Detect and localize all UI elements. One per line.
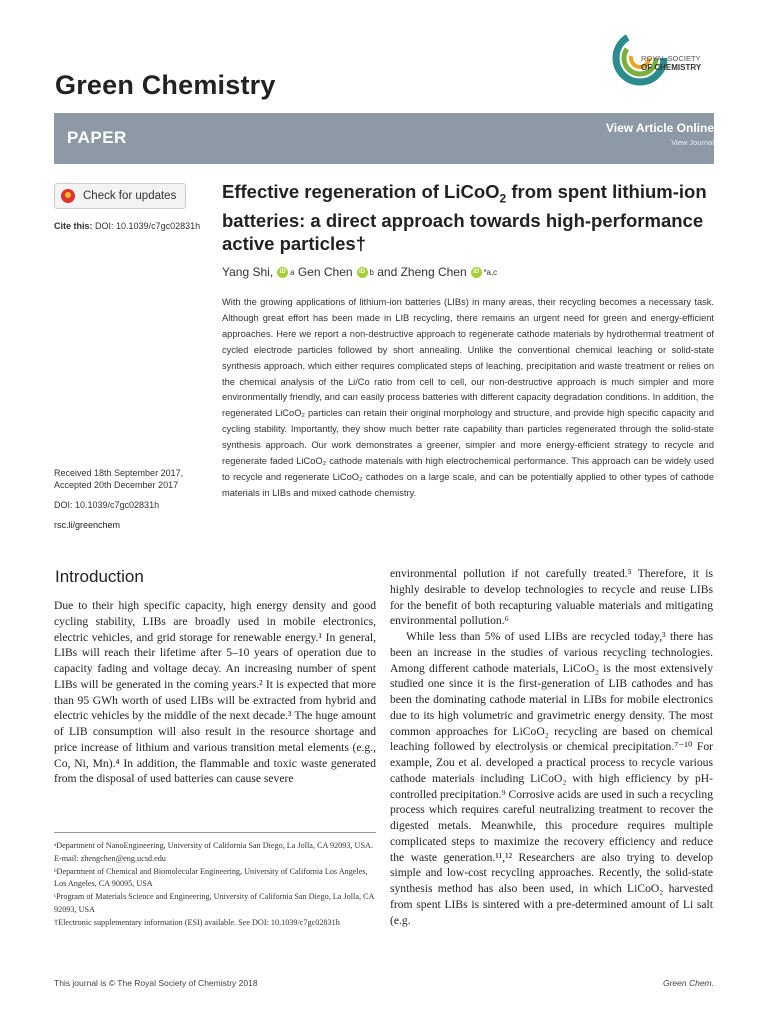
footnote-divider <box>54 832 376 833</box>
author-name: and Zheng Chen <box>377 265 467 279</box>
journal-abbrev-footer: Green Chem. <box>662 978 714 988</box>
author-name: Yang Shi, <box>222 265 274 279</box>
footnote: ᶜProgram of Materials Science and Engineering, University of California San Diego, La Jolla, CA 92093, USA <box>54 892 374 914</box>
view-journal-link[interactable]: View Journal <box>671 138 714 147</box>
copyright-footer: This journal is © The Royal Society of Chemistry 2018 <box>54 978 258 988</box>
cite-this: Cite this: DOI: 10.1039/c7gc02831h <box>54 221 201 231</box>
footnote: ᵇDepartment of Chemical and Biomolecular Engineering, University of California Los Angeles, Los Angeles, CA 90095, USA <box>54 866 368 889</box>
received-dates: Received 18th September 2017, Accepted 20th December 2017 <box>54 468 184 490</box>
section-heading: Introduction <box>55 567 144 586</box>
crossmark-icon <box>61 189 75 203</box>
journal-link[interactable]: rsc.li/greenchem <box>54 520 121 530</box>
orcid-icon[interactable]: iD <box>471 267 482 278</box>
article-type-label: PAPER <box>67 128 127 147</box>
orcid-icon[interactable]: iD <box>277 267 288 278</box>
body-column-left <box>54 598 376 787</box>
orcid-icon[interactable]: iD <box>357 267 368 278</box>
abstract: With the growing applications of lithium-ion batteries (LIBs) in many areas, their recycling becomes a necessary task. Although great effort has been made in LIB recycling, there remains an urgent need for green and energy-efficient approaches. Here we report a non-destructive approach to regenerate cathode materials by hydrothermal treatment of cycled electrode particles followed by short annealing. Unlike the conventional chemical leaching or solid-state synthesis approach, which either requires complicated steps of leaching, precipitation and waste treatment or relies on the chemical analysis of the Li/Co ratio from cell to cell, our non-destructive approach is much simpler and more environmentally friendly, and can easily process batteries with different capacity degradation conditions. In addition, the regenerated LiCoO₂ particles can retain their original morphology and structure, and provide high specific capacity and cycling stability. Importantly, they show much better rate capability than particles regenerated through the solid-state synthesis approach. Our work demonstrates a greener, simpler and more energy-efficient strategy to recycle and regenerate faded LiCoO₂ cathode materials with high electrochemical performance. This approach can be widely used to recycle and regenerate LiCoO₂ cathodes on a large scale, and can be potentially applied to other types of cathode materials in LIBs and mixed cathode chemistry. <box>222 297 714 498</box>
footnote: †Electronic supplementary information (ESI) available. See DOI: 10.1039/c7gc02831h <box>54 917 340 927</box>
author-affiliation: b <box>369 267 374 277</box>
article-title: Effective regeneration of LiCoO$_2$ from spent lithium-ion batteries: a direct approach towards high-performance active particles† <box>222 181 707 254</box>
footnote: ᵃDepartment of NanoEngineering, University of California San Diego, La Jolla, CA 92093, USA. E-mail: zhengchen@eng.ucsd.edu <box>54 841 373 863</box>
paragraph: While less than 5% of used LIBs are recycled today,³ there has been an increase in the studies of various recycling technologies. Among different cathode materials, LiCoO₂ is the most extensively studied one since it is the first-generation of LIB cathodes and has been the dominating cathode material in LIBs for mobile electronics due to its high volumetric and gravimetric energy density. The most common approaches for LiCoO₂ recycling are based on chemical leaching followed by electrolysis or chemical precipitation.⁷⁻¹⁰ For example, Zou et al. developed a practical process to recycle various cathode materials including LiCoO₂ with high efficiency by pH-controlled precipitation.⁹ Corrosive acids are used in such a recycling process which requires careful neutralizing treatment to recover the digested metals. Meanwhile, this procedure requires multiple complicated steps to maximize the recovery efficiency and reduce the waste generation.¹¹,¹² Researchers are also trying to develop simple and low-cost recycling approaches. Recently, the solid-state synthesis method has also been used, in which LiCoO₂ harvested from spent LIBs is sintered with a pre-determined amount of Li salt (e.g. <box>390 630 713 927</box>
doi: DOI: 10.1039/c7gc02831h <box>54 500 160 510</box>
paragraph: environmental pollution if not carefully treated.⁵ Therefore, it is highly desirable to develop technologies to recycle and reuse LIBs for the benefit of both recapturing valuable materials and mitigating environmental pollution.⁶ <box>390 567 713 628</box>
author-list <box>222 265 497 279</box>
view-article-online-link[interactable]: View Article Online <box>605 121 714 135</box>
footnotes <box>54 840 376 930</box>
paragraph: Due to their high specific capacity, high energy density and good cycling stability, LIBs are broadly used in mobile electronics, electric vehicles, and grid storage for renewable energy.¹ In general, LIBs will reach their lifetime after 5–10 years of operation due to capacity fading and voltage decay. An increasing number of spent LIBs will be generated in the coming years.² It is expected that more than 95 GWh worth of used LIBs will be extracted from hybrid and electric vehicles by the middle of the next decade.³ The huge amount of LIB consumption will also result in the resource shortage and price increase of lithium and various transition metal elements (e.g., Co, Ni, Mn).⁴ In addition, the flammable and toxic waste generated from the disposal of used batteries can cause severe <box>54 599 376 786</box>
journal-title: Green Chemistry <box>55 70 276 100</box>
author-affiliation: *a,c <box>483 267 498 277</box>
body-column-right <box>390 566 713 928</box>
check-for-updates-button[interactable] <box>54 183 186 209</box>
rsc-logo-text: ROYAL SOCIETY OF CHEMISTRY <box>641 54 702 72</box>
author-name: Gen Chen <box>297 265 353 279</box>
author-affiliation: a <box>290 267 295 277</box>
check-for-updates-label: Check for updates <box>83 190 177 202</box>
